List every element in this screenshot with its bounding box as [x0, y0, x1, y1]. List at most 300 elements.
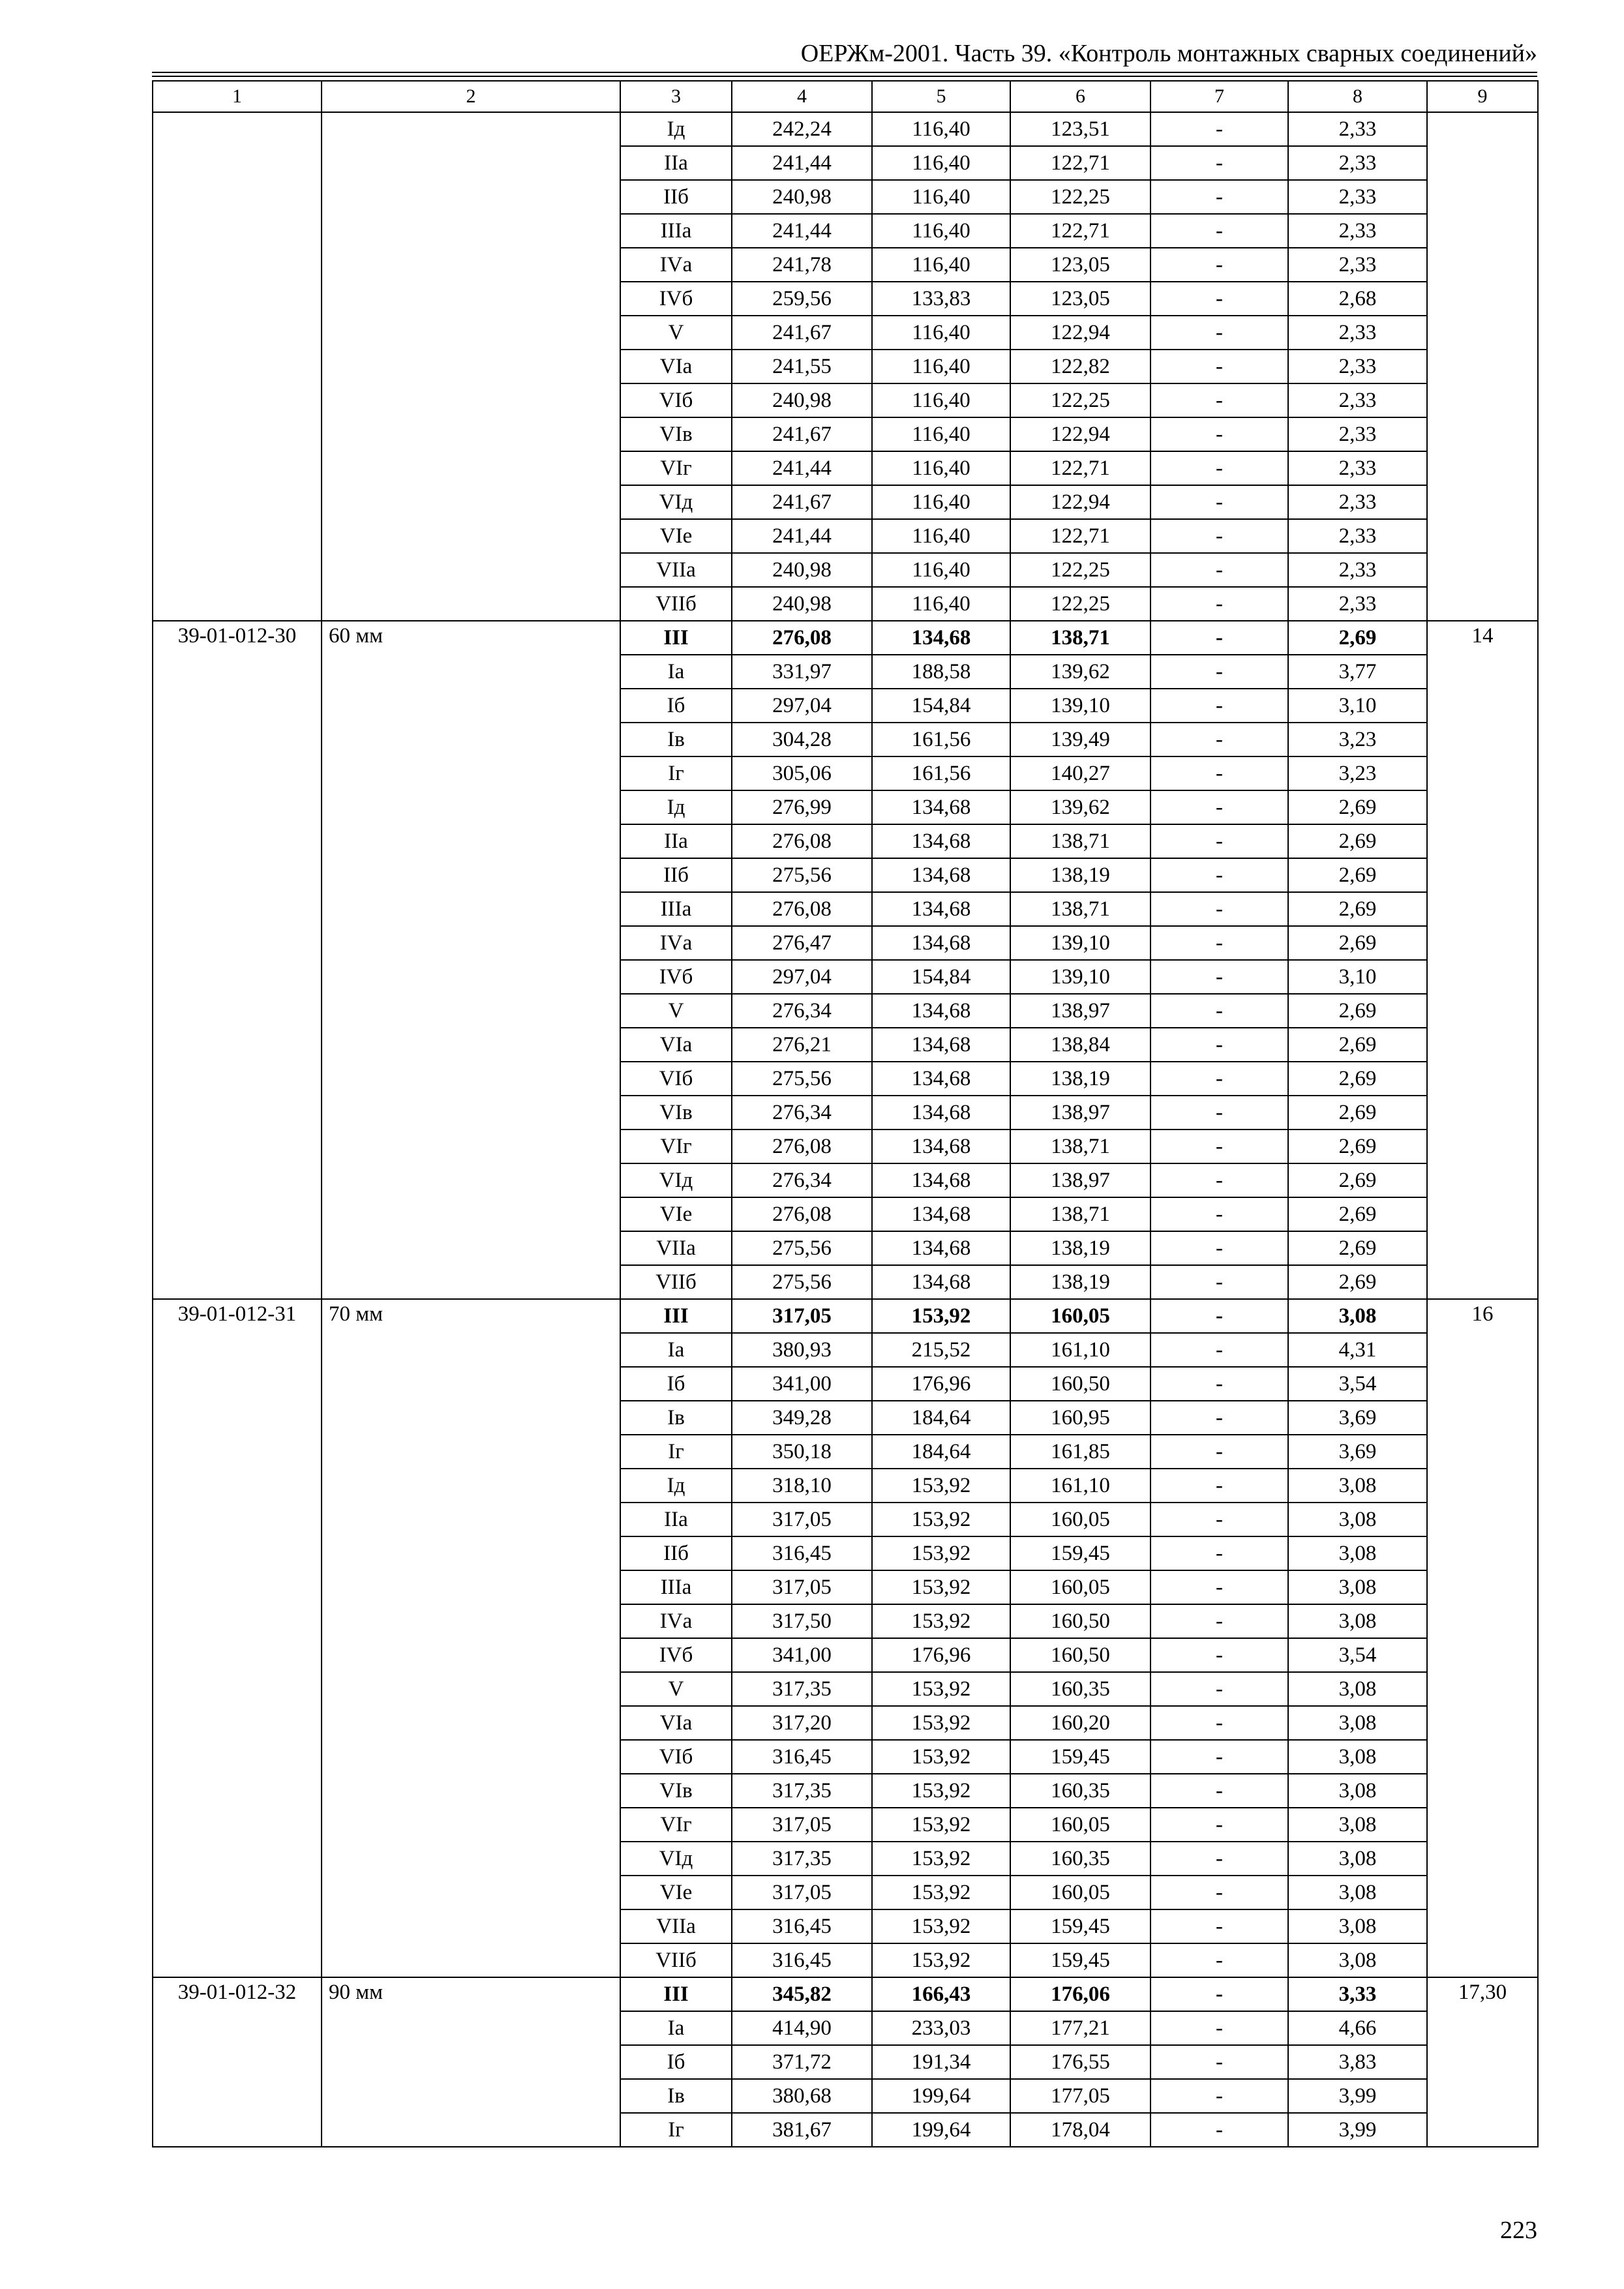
value-cell: 3,08	[1288, 1604, 1427, 1638]
row-label-cell: IVа	[620, 926, 732, 960]
value-cell: 2,33	[1288, 316, 1427, 350]
row-label-cell: IIа	[620, 146, 732, 180]
value-cell: 316,45	[732, 1536, 872, 1570]
row-label-cell: Iа	[620, 1333, 732, 1367]
value-cell: -	[1150, 621, 1288, 655]
row-label-cell: IVа	[620, 1604, 732, 1638]
row-label-cell: Iв	[620, 1401, 732, 1435]
value-cell: 276,34	[732, 994, 872, 1028]
value-cell: -	[1150, 1130, 1288, 1163]
value-cell: -	[1150, 790, 1288, 824]
value-cell: 2,69	[1288, 1130, 1427, 1163]
value-cell: 134,68	[872, 1096, 1010, 1130]
value-cell: 2,69	[1288, 1265, 1427, 1299]
row-label-cell: IVб	[620, 1638, 732, 1672]
value-cell: 2,69	[1288, 994, 1427, 1028]
row-label-cell: Iб	[620, 689, 732, 723]
value-cell: 122,71	[1010, 451, 1150, 485]
value-cell: -	[1150, 451, 1288, 485]
value-cell: 184,64	[872, 1401, 1010, 1435]
row-label-cell: Iд	[620, 112, 732, 146]
value-cell: 176,55	[1010, 2045, 1150, 2079]
value-cell: 160,50	[1010, 1638, 1150, 1672]
value-cell: 161,56	[872, 723, 1010, 756]
value-cell: 241,78	[732, 248, 872, 282]
value-cell: 138,19	[1010, 1062, 1150, 1096]
value-cell: 2,69	[1288, 1062, 1427, 1096]
value-cell: 2,33	[1288, 383, 1427, 417]
row-label-cell: IIб	[620, 180, 732, 214]
value-cell: 159,45	[1010, 1909, 1150, 1943]
value-cell: -	[1150, 1062, 1288, 1096]
value-cell: -	[1150, 587, 1288, 621]
value-cell: 305,06	[732, 756, 872, 790]
value-cell: -	[1150, 1503, 1288, 1536]
code-cell: 39-01-012-31	[153, 1299, 322, 1977]
value-cell: 3,08	[1288, 1570, 1427, 1604]
value-cell: -	[1150, 1842, 1288, 1876]
value-cell: 3,08	[1288, 1943, 1427, 1977]
value-cell: 380,68	[732, 2079, 872, 2113]
value-cell: 153,92	[872, 1536, 1010, 1570]
value-cell: 318,10	[732, 1469, 872, 1503]
value-cell: 297,04	[732, 689, 872, 723]
value-cell: 259,56	[732, 282, 872, 316]
value-cell: 134,68	[872, 1265, 1010, 1299]
value-cell: 240,98	[732, 180, 872, 214]
row-label-cell: VIг	[620, 451, 732, 485]
value-cell: 134,68	[872, 1028, 1010, 1062]
value-cell: 153,92	[872, 1570, 1010, 1604]
row-label-cell: IVб	[620, 960, 732, 994]
value-cell: 116,40	[872, 146, 1010, 180]
value-cell: -	[1150, 1401, 1288, 1435]
code-cell: 39-01-012-32	[153, 1977, 322, 2147]
value-cell: 134,68	[872, 926, 1010, 960]
value-cell: 275,56	[732, 858, 872, 892]
value-cell: 184,64	[872, 1435, 1010, 1469]
value-cell: 161,85	[1010, 1435, 1150, 1469]
row-label-cell: Iв	[620, 2079, 732, 2113]
value-cell: 242,24	[732, 112, 872, 146]
value-cell: 134,68	[872, 858, 1010, 892]
value-cell: 317,35	[732, 1774, 872, 1808]
column-number-cell: 9	[1427, 81, 1538, 112]
value-cell: -	[1150, 214, 1288, 248]
value-cell: 2,69	[1288, 1231, 1427, 1265]
value-cell: 153,92	[872, 1876, 1010, 1909]
value-cell: 159,45	[1010, 1536, 1150, 1570]
value-cell: -	[1150, 1163, 1288, 1197]
value-cell: 176,96	[872, 1638, 1010, 1672]
value-cell: 276,08	[732, 1197, 872, 1231]
value-cell: -	[1150, 1808, 1288, 1842]
value-cell: 134,68	[872, 892, 1010, 926]
value-cell: 138,19	[1010, 1231, 1150, 1265]
value-cell: 317,05	[732, 1876, 872, 1909]
value-cell: 2,33	[1288, 248, 1427, 282]
value-cell: 116,40	[872, 180, 1010, 214]
value-cell: 2,33	[1288, 553, 1427, 587]
value-cell: 160,35	[1010, 1774, 1150, 1808]
header-rule	[152, 72, 1537, 77]
row-label-cell: VIIб	[620, 587, 732, 621]
value-cell: 331,97	[732, 655, 872, 689]
value-cell: 116,40	[872, 451, 1010, 485]
value-cell: 160,50	[1010, 1367, 1150, 1401]
value-cell: 160,95	[1010, 1401, 1150, 1435]
row-label-cell: VIв	[620, 417, 732, 451]
row-label-cell: VIа	[620, 350, 732, 383]
column-number-cell: 5	[872, 81, 1010, 112]
value-cell: 275,56	[732, 1062, 872, 1096]
page-number: 223	[1500, 2217, 1537, 2244]
value-cell: 2,33	[1288, 451, 1427, 485]
row-label-cell: IIа	[620, 1503, 732, 1536]
diameter-cell: 60 мм	[322, 621, 620, 1299]
value-cell: 116,40	[872, 587, 1010, 621]
row-label-cell: VIе	[620, 1876, 732, 1909]
value-cell: 134,68	[872, 1231, 1010, 1265]
value-cell: 317,05	[732, 1808, 872, 1842]
value-cell: -	[1150, 2113, 1288, 2147]
value-cell: 275,56	[732, 1265, 872, 1299]
value-cell: 2,33	[1288, 587, 1427, 621]
value-cell: 4,66	[1288, 2011, 1427, 2045]
value-cell: 317,05	[732, 1503, 872, 1536]
value-cell: -	[1150, 519, 1288, 553]
value-cell: 3,08	[1288, 1503, 1427, 1536]
value-cell: -	[1150, 655, 1288, 689]
value-cell: 241,44	[732, 214, 872, 248]
value-cell: 414,90	[732, 2011, 872, 2045]
row-label-cell: Iа	[620, 655, 732, 689]
value-cell: 2,69	[1288, 1096, 1427, 1130]
value-cell: 139,62	[1010, 790, 1150, 824]
value-cell: 134,68	[872, 621, 1010, 655]
value-cell: 122,94	[1010, 417, 1150, 451]
row-label-cell: IVб	[620, 282, 732, 316]
value-cell: 3,77	[1288, 655, 1427, 689]
value-cell: 116,40	[872, 485, 1010, 519]
value-cell: 116,40	[872, 214, 1010, 248]
value-cell: 276,08	[732, 824, 872, 858]
value-cell: 3,10	[1288, 689, 1427, 723]
value-cell: 160,05	[1010, 1570, 1150, 1604]
row-label-cell: Iб	[620, 1367, 732, 1401]
value-cell: 153,92	[872, 1706, 1010, 1740]
value-cell: 2,33	[1288, 485, 1427, 519]
value-cell: 154,84	[872, 960, 1010, 994]
rates-table	[152, 80, 1539, 2147]
value-cell: 3,54	[1288, 1638, 1427, 1672]
value-cell: 241,44	[732, 146, 872, 180]
value-cell: 177,05	[1010, 2079, 1150, 2113]
value-cell: 138,71	[1010, 1130, 1150, 1163]
value-cell: -	[1150, 112, 1288, 146]
value-cell: -	[1150, 485, 1288, 519]
value-cell: 116,40	[872, 350, 1010, 383]
value-cell: 3,23	[1288, 756, 1427, 790]
value-cell: 3,33	[1288, 1977, 1427, 2011]
value-cell: 241,55	[732, 350, 872, 383]
value-cell: 153,92	[872, 1943, 1010, 1977]
table-row	[153, 1299, 1538, 1333]
value-cell: 153,92	[872, 1842, 1010, 1876]
value-cell: 3,08	[1288, 1469, 1427, 1503]
value-cell: 138,71	[1010, 621, 1150, 655]
row-label-cell: VIг	[620, 1130, 732, 1163]
value-cell: -	[1150, 1197, 1288, 1231]
value-cell: -	[1150, 553, 1288, 587]
row-label-cell: IIIа	[620, 1570, 732, 1604]
value-cell: 241,44	[732, 451, 872, 485]
value-cell: 161,10	[1010, 1333, 1150, 1367]
value-cell: -	[1150, 1672, 1288, 1706]
value-cell: 371,72	[732, 2045, 872, 2079]
value-cell: 160,35	[1010, 1842, 1150, 1876]
row-label-cell: V	[620, 1672, 732, 1706]
row-label-cell: VIIа	[620, 1909, 732, 1943]
value-cell: 3,08	[1288, 1706, 1427, 1740]
page-header-title: ОЕРЖм-2001. Часть 39. «Контроль монтажных сварных соединений»	[800, 40, 1537, 67]
value-cell: 341,00	[732, 1367, 872, 1401]
value-cell: 2,33	[1288, 214, 1427, 248]
value-cell: -	[1150, 756, 1288, 790]
value-cell: -	[1150, 960, 1288, 994]
row-label-cell: IIб	[620, 1536, 732, 1570]
value-cell: 2,69	[1288, 1163, 1427, 1197]
diameter-cell	[322, 112, 620, 621]
row-label-cell: Iг	[620, 2113, 732, 2147]
value-cell: 134,68	[872, 1163, 1010, 1197]
value-cell: 153,92	[872, 1604, 1010, 1638]
value-cell: 275,56	[732, 1231, 872, 1265]
value-cell: 381,67	[732, 2113, 872, 2147]
column-number-cell: 8	[1288, 81, 1427, 112]
value-cell: 122,82	[1010, 350, 1150, 383]
row-label-cell: IIIа	[620, 892, 732, 926]
table-row	[153, 112, 1538, 146]
row-label-cell: VIа	[620, 1706, 732, 1740]
value-cell: 349,28	[732, 1401, 872, 1435]
value-cell: 3,08	[1288, 1672, 1427, 1706]
value-cell: 3,08	[1288, 1808, 1427, 1842]
value-cell: 241,67	[732, 485, 872, 519]
value-cell: 153,92	[872, 1672, 1010, 1706]
value-cell: 153,92	[872, 1808, 1010, 1842]
value-cell: 122,25	[1010, 553, 1150, 587]
row-label-cell: VIд	[620, 485, 732, 519]
value-cell: -	[1150, 2011, 1288, 2045]
value-cell: -	[1150, 1265, 1288, 1299]
value-cell: 3,83	[1288, 2045, 1427, 2079]
value-cell: -	[1150, 892, 1288, 926]
row-label-cell: VIв	[620, 1774, 732, 1808]
row-label-cell: VIIа	[620, 1231, 732, 1265]
value-cell: 139,10	[1010, 926, 1150, 960]
row-label-cell: Iд	[620, 790, 732, 824]
value-cell: 123,05	[1010, 282, 1150, 316]
value-cell: 166,43	[872, 1977, 1010, 2011]
value-cell: -	[1150, 1096, 1288, 1130]
value-cell: 3,08	[1288, 1774, 1427, 1808]
value-cell: 276,08	[732, 892, 872, 926]
value-cell: -	[1150, 180, 1288, 214]
value-cell: -	[1150, 146, 1288, 180]
value-cell: 138,97	[1010, 1163, 1150, 1197]
value-cell: 3,99	[1288, 2079, 1427, 2113]
value-cell: 153,92	[872, 1740, 1010, 1774]
value-cell: 134,68	[872, 994, 1010, 1028]
row-label-cell: VIа	[620, 1028, 732, 1062]
value-cell: 134,68	[872, 1130, 1010, 1163]
value-cell: 116,40	[872, 383, 1010, 417]
value-cell: 3,69	[1288, 1435, 1427, 1469]
value-cell: 133,83	[872, 282, 1010, 316]
value-cell: 304,28	[732, 723, 872, 756]
value-cell: 160,05	[1010, 1876, 1150, 1909]
value-cell: -	[1150, 1977, 1288, 2011]
value-cell: 316,45	[732, 1943, 872, 1977]
value-cell: 3,08	[1288, 1740, 1427, 1774]
column-number-row	[153, 81, 1538, 112]
value-cell: -	[1150, 1774, 1288, 1808]
value-cell: 233,03	[872, 2011, 1010, 2045]
row-label-cell: Iа	[620, 2011, 732, 2045]
value-cell: 138,71	[1010, 1197, 1150, 1231]
value-cell: 138,71	[1010, 824, 1150, 858]
row-label-cell: Iд	[620, 1469, 732, 1503]
row-label-cell: Iб	[620, 2045, 732, 2079]
value-cell: 154,84	[872, 689, 1010, 723]
value-cell: 380,93	[732, 1333, 872, 1367]
value-cell: 153,92	[872, 1469, 1010, 1503]
value-cell: 160,20	[1010, 1706, 1150, 1740]
row-label-cell: VIе	[620, 1197, 732, 1231]
value-cell: 153,92	[872, 1503, 1010, 1536]
column-number-cell: 2	[322, 81, 620, 112]
value-cell: 241,67	[732, 417, 872, 451]
diameter-cell: 90 мм	[322, 1977, 620, 2147]
value-cell: -	[1150, 1333, 1288, 1367]
value-cell: 178,04	[1010, 2113, 1150, 2147]
value-cell: 139,62	[1010, 655, 1150, 689]
value-cell: -	[1150, 723, 1288, 756]
value-cell: 4,31	[1288, 1333, 1427, 1367]
value-cell: 138,84	[1010, 1028, 1150, 1062]
row-label-cell: VIIа	[620, 553, 732, 587]
value-cell: -	[1150, 1028, 1288, 1062]
row-label-cell: VIд	[620, 1163, 732, 1197]
value-cell: 116,40	[872, 316, 1010, 350]
value-cell: 316,45	[732, 1740, 872, 1774]
row-label-cell: VIб	[620, 383, 732, 417]
value-cell: 3,54	[1288, 1367, 1427, 1401]
value-cell: -	[1150, 1943, 1288, 1977]
value-cell: 122,94	[1010, 485, 1150, 519]
value-cell: 176,06	[1010, 1977, 1150, 2011]
value-cell: 138,19	[1010, 1265, 1150, 1299]
row-label-cell: IIб	[620, 858, 732, 892]
value-cell: 317,35	[732, 1672, 872, 1706]
value-cell: 116,40	[872, 112, 1010, 146]
value-cell: 138,97	[1010, 1096, 1150, 1130]
value-cell: 240,98	[732, 587, 872, 621]
value-cell: 241,44	[732, 519, 872, 553]
value-cell: 123,05	[1010, 248, 1150, 282]
row-label-cell: VIе	[620, 519, 732, 553]
value-cell: 122,25	[1010, 180, 1150, 214]
value-cell: 2,33	[1288, 350, 1427, 383]
value-cell: 317,05	[732, 1299, 872, 1333]
value-cell: 160,50	[1010, 1604, 1150, 1638]
value-cell: 3,69	[1288, 1401, 1427, 1435]
value-cell: 138,19	[1010, 858, 1150, 892]
value-cell: 122,25	[1010, 383, 1150, 417]
value-cell: 317,05	[732, 1570, 872, 1604]
value-cell: 161,56	[872, 756, 1010, 790]
row-label-cell: VIд	[620, 1842, 732, 1876]
value-cell: -	[1150, 2079, 1288, 2113]
value-cell: 2,33	[1288, 417, 1427, 451]
code-cell	[153, 112, 322, 621]
value-cell: 2,69	[1288, 790, 1427, 824]
value-cell: -	[1150, 858, 1288, 892]
row-label-cell: Iг	[620, 1435, 732, 1469]
value-cell: 2,33	[1288, 180, 1427, 214]
value-cell: 160,05	[1010, 1503, 1150, 1536]
value-cell: 139,49	[1010, 723, 1150, 756]
value-cell: 122,94	[1010, 316, 1150, 350]
value-cell: 3,08	[1288, 1536, 1427, 1570]
value-cell: -	[1150, 1299, 1288, 1333]
value-cell: 240,98	[732, 383, 872, 417]
value-cell: 160,05	[1010, 1808, 1150, 1842]
column-number-cell: 1	[153, 81, 322, 112]
value-cell: 276,47	[732, 926, 872, 960]
value-cell: 2,69	[1288, 1197, 1427, 1231]
value-cell: 317,50	[732, 1604, 872, 1638]
value-cell: 123,51	[1010, 112, 1150, 146]
value-cell: -	[1150, 1638, 1288, 1672]
value-cell: 276,99	[732, 790, 872, 824]
value-cell: -	[1150, 1536, 1288, 1570]
value-cell: 297,04	[732, 960, 872, 994]
value-cell: 3,99	[1288, 2113, 1427, 2147]
value-cell: 316,45	[732, 1909, 872, 1943]
value-cell: 215,52	[872, 1333, 1010, 1367]
value-cell: 341,00	[732, 1638, 872, 1672]
value-cell: -	[1150, 1367, 1288, 1401]
value-cell: 161,10	[1010, 1469, 1150, 1503]
value-cell: 116,40	[872, 519, 1010, 553]
value-cell: 2,33	[1288, 146, 1427, 180]
row-label-cell: VIг	[620, 1808, 732, 1842]
row-label-cell: VIб	[620, 1062, 732, 1096]
value-cell: 345,82	[732, 1977, 872, 2011]
value-cell: 176,96	[872, 1367, 1010, 1401]
code-cell: 39-01-012-30	[153, 621, 322, 1299]
note-cell	[1427, 112, 1538, 621]
value-cell: 199,64	[872, 2113, 1010, 2147]
value-cell: 2,69	[1288, 1028, 1427, 1062]
value-cell: 160,05	[1010, 1299, 1150, 1333]
row-label-cell: VIв	[620, 1096, 732, 1130]
table-body	[153, 81, 1538, 2147]
value-cell: -	[1150, 282, 1288, 316]
value-cell: -	[1150, 994, 1288, 1028]
